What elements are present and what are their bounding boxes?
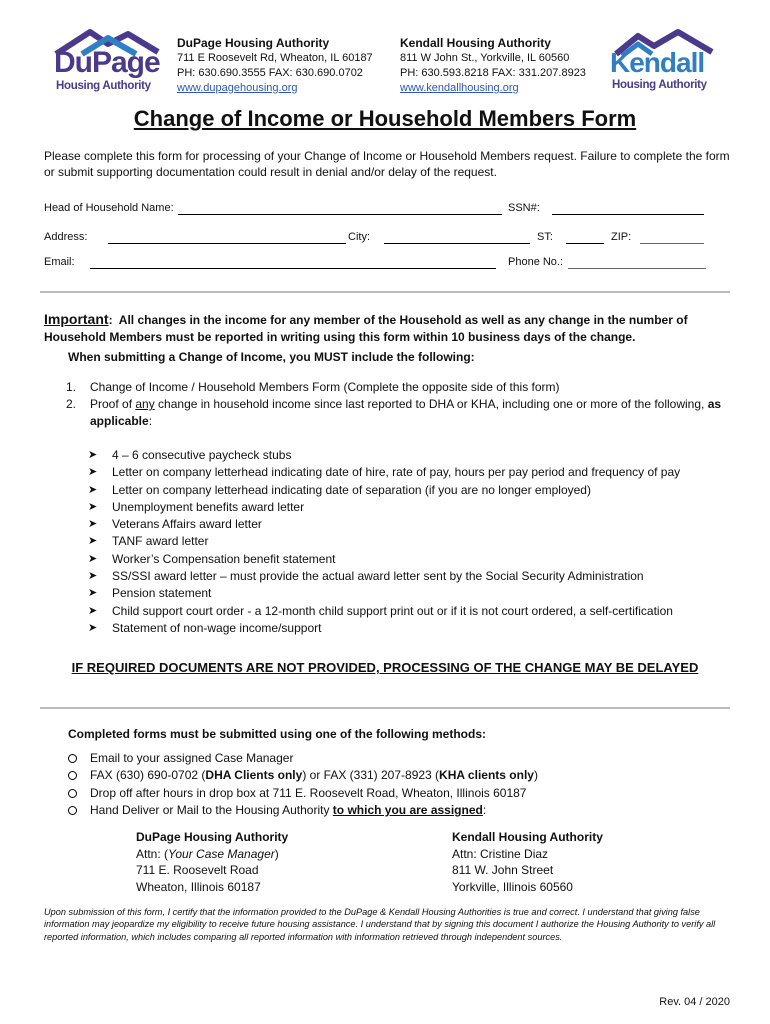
head-of-household-input[interactable] (178, 214, 502, 215)
circle-bullet-icon (68, 750, 90, 767)
section-divider (40, 291, 730, 293)
kendall-mail-street: 811 W. John Street (452, 863, 554, 877)
dupage-name: DuPage Housing Authority (177, 36, 330, 50)
ssn-label: SSN#: (508, 202, 540, 214)
kendall-website-link[interactable]: www.kendallhousing.org (400, 82, 519, 94)
kendall-logo-name: Kendall (610, 47, 705, 78)
arrow-bullet-icon: ➤ (88, 587, 98, 600)
address-label: Address: (44, 231, 88, 243)
address-input[interactable] (108, 243, 346, 244)
list-item: ➤ Worker’s Compensation benefit statement (88, 551, 728, 568)
kendall-mailing-address (452, 829, 603, 895)
kendall-phone: PH: 630.593.8218 FAX: 331.207.8923 (400, 67, 586, 79)
dupage-mail-attn: Attn: (Your Case Manager) (136, 846, 279, 861)
item-number: 2. (66, 397, 77, 411)
email-input[interactable] (90, 268, 496, 269)
head-of-household-label: Head of Household Name: (44, 202, 174, 214)
list-item: ➤ Veterans Affairs award letter (88, 516, 728, 533)
methods-heading: Completed forms must be submitted using one of the following methods: (68, 727, 487, 741)
dupage-logo-sub: Housing Authority (56, 80, 151, 92)
kendall-logo (608, 28, 720, 94)
intro-text: Please complete this form for processing of your Change of Income or Household Members request. Failure to complete the form or submit supporting documentation could result in denial and/or delay of the request. (44, 149, 730, 179)
list-item: ➤ SS/SSI award letter – must provide the actual award letter sent by the Social Security Administration (88, 568, 728, 585)
arrow-bullet-icon: ➤ (88, 570, 98, 583)
kendall-contact (400, 36, 586, 96)
state-label: ST: (537, 231, 553, 243)
important-label: Important (44, 311, 109, 327)
dupage-mail-street: 711 E. Roosevelt Road (136, 863, 259, 877)
must-include-heading: When submitting a Change of Income, you MUST include the following: (68, 350, 475, 364)
dupage-phone: PH: 630.690.3555 FAX: 630.690.0702 (177, 67, 363, 79)
dupage-logo (52, 28, 162, 94)
state-input[interactable] (566, 243, 604, 244)
dupage-mail-city: Wheaton, Illinois 60187 (136, 879, 261, 894)
list-item: ➤ Letter on company letterhead indicating date of hire, rate of pay, hours per pay period and frequency of pay (88, 464, 728, 481)
list-item: Email to your assigned Case Manager (68, 750, 728, 767)
dupage-mail-name: DuPage Housing Authority (136, 830, 289, 844)
arrow-bullet-icon: ➤ (88, 535, 98, 548)
list-item: ➤ Statement of non-wage income/support (88, 620, 728, 637)
list-item: FAX (630) 690-0702 (DHA Clients only) or FAX (331) 207-8923 (KHA clients only) (68, 767, 728, 784)
dupage-logo-name: DuPage (54, 46, 160, 79)
arrow-bullet-icon: ➤ (88, 518, 98, 531)
certification-statement: Upon submission of this form, I certify that the information provided to the DuPage & Kendall Housing Authorities is true and correct. I understand that giving false information may jeopardize my eligibility to receive future housing assistance. I understand that by signing this document I authorize the Housing Authority to verify all reported information, which includes comparing all reported information with information retrieved through independent sources. (44, 907, 716, 942)
circle-bullet-icon (68, 767, 90, 784)
circle-bullet-icon (68, 802, 90, 819)
arrow-bullet-icon: ➤ (88, 621, 98, 634)
item-number: 1. (66, 380, 77, 394)
kendall-mail-name: Kendall Housing Authority (452, 830, 603, 844)
revision-label: Rev. 04 / 2020 (659, 996, 730, 1008)
section-divider (40, 707, 730, 709)
arrow-bullet-icon: ➤ (88, 483, 98, 496)
kendall-name: Kendall Housing Authority (400, 36, 551, 50)
kendall-logo-sub: Housing Authority (612, 79, 707, 91)
list-item: ➤ TANF award letter (88, 533, 728, 550)
kendall-mail-city: Yorkville, Illinois 60560 (452, 879, 573, 894)
zip-label: ZIP: (611, 231, 632, 243)
ssn-input[interactable] (552, 214, 704, 215)
email-label: Email: (44, 256, 75, 268)
city-label: City: (348, 231, 370, 243)
item-text: Proof of any change in household income since last reported to DHA or KHA, including one or more of the following, as applicable: (90, 397, 722, 428)
important-notice: Important: All changes in the income for any member of the Household as well as any change in the number of Household Members must be reported in writing using this form within 10 business days of the change. (44, 311, 688, 344)
city-input[interactable] (384, 243, 530, 244)
list-item: Drop off after hours in drop box at 711 E. Roosevelt Road, Wheaton, Illinois 60187 (68, 785, 728, 802)
circle-bullet-icon (68, 785, 90, 802)
list-item: Hand Deliver or Mail to the Housing Authority to which you are assigned: (68, 802, 728, 819)
list-item: ➤ Child support court order - a 12-month child support print out or if it is not court ordered, a self-certification (88, 603, 728, 620)
item-text: Change of Income / Household Members Form (Complete the opposite side of this form) (90, 380, 560, 394)
arrow-bullet-icon: ➤ (88, 552, 98, 565)
phone-input[interactable] (568, 268, 706, 269)
kendall-mail-attn: Attn: Cristine Diaz (452, 846, 549, 861)
arrow-bullet-icon: ➤ (88, 604, 98, 617)
zip-input[interactable] (640, 243, 704, 244)
arrow-bullet-icon: ➤ (88, 500, 98, 513)
numbered-list (66, 379, 726, 430)
phone-label: Phone No.: (508, 256, 564, 268)
required-documents-list (88, 447, 728, 637)
arrow-bullet-icon: ➤ (88, 449, 98, 461)
list-item: ➤ Letter on company letterhead indicating date of separation (if you are no longer employed) (88, 482, 728, 499)
important-text: All changes in the income for any member of the Household as well as any change in the number of Household Members must be reported in writing using this form within 10 business days of the change. (44, 313, 688, 344)
dupage-website-link[interactable]: www.dupagehousing.org (177, 82, 298, 94)
list-item: ➤ Pension statement (88, 585, 728, 602)
dupage-mailing-address (136, 829, 288, 895)
form-title: Change of Income or Household Members Form (133, 106, 637, 131)
dupage-address: 711 E Roosevelt Rd, Wheaton, IL 60187 (177, 52, 373, 64)
arrow-bullet-icon: ➤ (88, 466, 98, 479)
list-item (66, 396, 726, 430)
submission-methods-list (68, 750, 728, 819)
kendall-address: 811 W John St., Yorkville, IL 60560 (400, 52, 570, 64)
list-item: ➤ Unemployment benefits award letter (88, 499, 728, 516)
list-item: ➤ 4 – 6 consecutive paycheck stubs (88, 447, 728, 464)
delay-warning: IF REQUIRED DOCUMENTS ARE NOT PROVIDED, PROCESSING OF THE CHANGE MAY BE DELAYED (71, 660, 699, 675)
dupage-contact (177, 36, 373, 96)
list-item (66, 379, 726, 396)
